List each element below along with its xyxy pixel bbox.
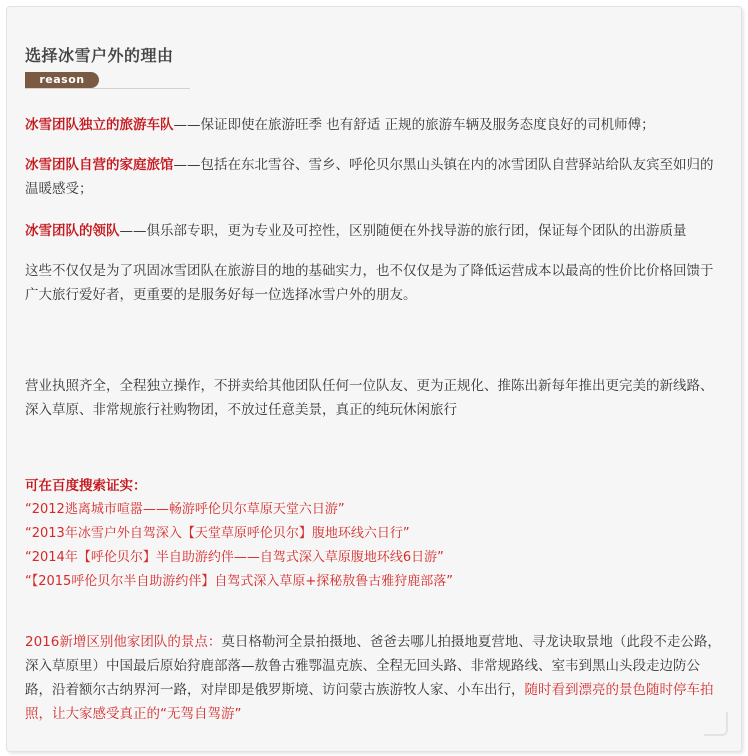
attractions-paragraph xyxy=(25,630,725,726)
search-item: “【2015呼伦贝尔半自助游约伴】自驾式深入草原+探秘敖鲁古雅狩鹿部落” xyxy=(25,574,453,589)
reason-text: ——保证即使在旅游旺季 也有舒适 正规的旅游车辆及服务态度良好的司机师傅； xyxy=(173,117,655,133)
corner-decoration xyxy=(704,712,728,736)
reason-lead: 冰雪团队独立的旅游车队 xyxy=(25,117,174,133)
reason-item-guide xyxy=(25,219,725,243)
search-item: “2014年【呼伦贝尔】半自助游约伴——自驾式深入草原腹地环线6日游” xyxy=(25,550,444,565)
tag-divider xyxy=(25,88,190,89)
search-list xyxy=(25,498,453,594)
search-item: “2013年冰雪户外自驾深入【天堂草原呼伦贝尔】腹地环线六日行” xyxy=(25,526,410,541)
attractions-label: 2016新增区别他家团队的景点： xyxy=(25,634,222,650)
search-heading: 可在百度搜索证实： xyxy=(25,478,147,494)
reason-tag: reason xyxy=(25,72,99,88)
reason-lead: 冰雪团队自营的家庭旅馆 xyxy=(25,157,174,173)
reason-text: ——俱乐部专职，更为专业及可控性，区别随便在外找导游的旅行团，保证每个团队的出游质量 xyxy=(119,223,687,239)
summary-paragraph: 这些不仅仅是为了巩固冰雪团队在旅游目的地的基础实力，也不仅仅是为了降低运营成本以最高的性价比价格回馈于广大旅行爱好者，更重要的是服务好每一位选择冰雪户外的朋友。 xyxy=(25,263,714,303)
attractions-body: 莫日格勒河全景拍摄地、爸爸去哪儿拍摄地夏营地、寻龙诀取景地（此段不走公路，深入草原里）中国最后原始狩鹿部落—敖鲁古雅鄂温克族、全程无回头路、非常规路线、室韦到黑山头段走边防公路，沿着额尔古纳界河一路，对岸即是俄罗斯境、访问蒙古族游牧人家、小车出行， xyxy=(25,634,721,698)
reason-item-hotel xyxy=(25,153,725,201)
reason-item-bus xyxy=(25,113,725,137)
search-item: “2012逃离城市喧嚣——畅游呼伦贝尔草原天堂六日游” xyxy=(25,502,345,517)
license-paragraph: 营业执照齐全，全程独立操作，不拼卖给其他团队任何一位队友、更为正规化、推陈出新每年推出更完美的新线路、深入草原、非常规旅行社购物团，不放过任意美景，真正的纯玩休闲旅行 xyxy=(25,378,714,418)
reason-text: ——包括在东北雪谷、雪乡、呼伦贝尔黑山头镇在内的冰雪团队自营驿站给队友宾至如归的温暖感受； xyxy=(25,157,714,197)
reason-lead: 冰雪团队的领队 xyxy=(25,223,120,239)
attractions-highlight: 随时看到漂亮的景色随时停车拍照，让大家感受真正的“无驾自驾游” xyxy=(25,682,714,722)
section-title: 选择冰雪户外的理由 xyxy=(25,46,174,65)
